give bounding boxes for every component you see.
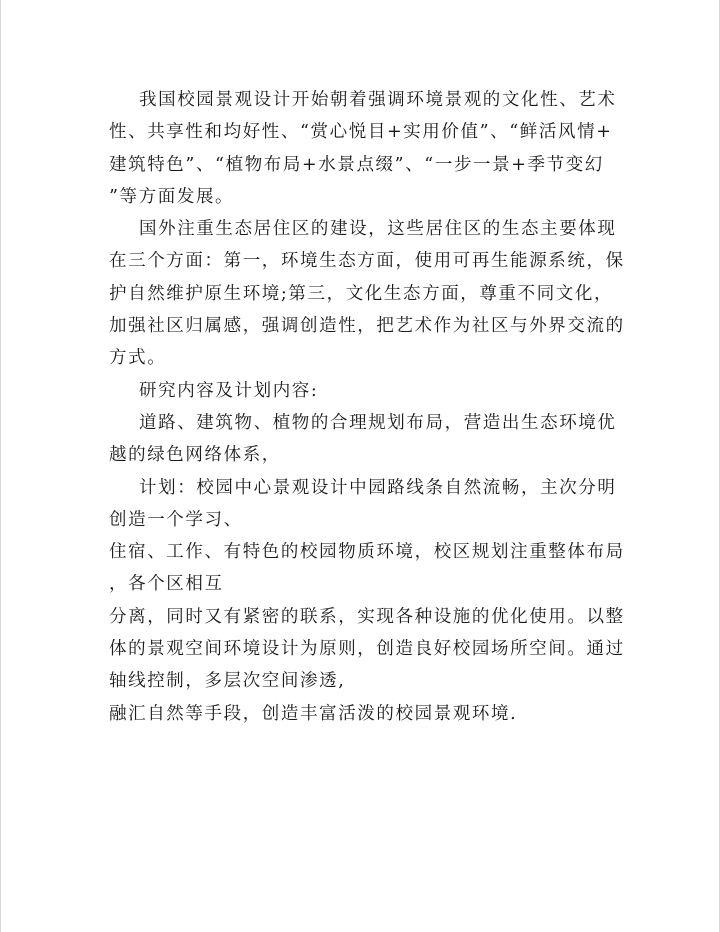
text-line: 建筑特色”、“植物布局+水景点缀”、“一步一景+季节变幻 [109, 154, 604, 175]
paragraph-natural-integration [109, 698, 613, 730]
paragraph-research-heading [109, 375, 613, 407]
text-line: 轴线控制，多层次空间渗透, [109, 671, 346, 692]
text-line: ，各个区相互 [109, 574, 224, 595]
text-line: 创造一个学习、 [109, 509, 243, 530]
text-line: 性、共享性和均好性、“赏心悦目+实用价值”、“鲜活风情+ [109, 122, 613, 143]
paragraph-living-working-environment [109, 536, 625, 601]
paragraph-campus-landscape-trend [109, 84, 617, 213]
paragraph-zones-separation [109, 601, 625, 698]
text-line: 体的景观空间环境设计为原则，创造良好校园场所空间。通过 [109, 639, 625, 660]
paragraph-planning-layout [109, 407, 617, 472]
document-body [109, 84, 625, 730]
text-line: 分离，同时又有紧密的联系，实现各种设施的优化使用。以整 [109, 606, 625, 627]
text-line: 国外注重生态居住区的建设，这些居住区的生态主要体现 [139, 219, 617, 240]
text-line: 我国校园景观设计开始朝着强调环境景观的文化性、艺术 [139, 90, 617, 110]
text-line: 方式。 [109, 348, 167, 369]
text-line: 越的绿色网络体系， [109, 445, 281, 466]
text-line: ”等方面发展。 [109, 186, 235, 207]
paragraph-plan-central-landscape [109, 472, 617, 537]
text-line: 住宿、工作、有特色的校园物质环境，校区规划注重整体布局 [109, 542, 625, 563]
paragraph-foreign-eco-residential [109, 213, 625, 374]
text-line: 融汇自然等手段，创造丰富活泼的校园景观环境. [109, 703, 518, 724]
text-line: 护自然维护原生环境;第三，文化生态方面，尊重不同文化， [109, 283, 614, 304]
text-line: 道路、建筑物、植物的合理规划布局，营造出生态环境优 [139, 412, 617, 433]
text-line: 在三个方面：第一，环境生态方面，使用可再生能源系统，保 [109, 251, 625, 272]
text-line: 计划：校园中心景观设计中园路线条自然流畅，主次分明 [139, 477, 617, 498]
text-line: 加强社区归属感，强调创造性，把艺术作为社区与外界交流的 [109, 316, 625, 337]
text-line: 研究内容及计划内容: [139, 380, 319, 401]
